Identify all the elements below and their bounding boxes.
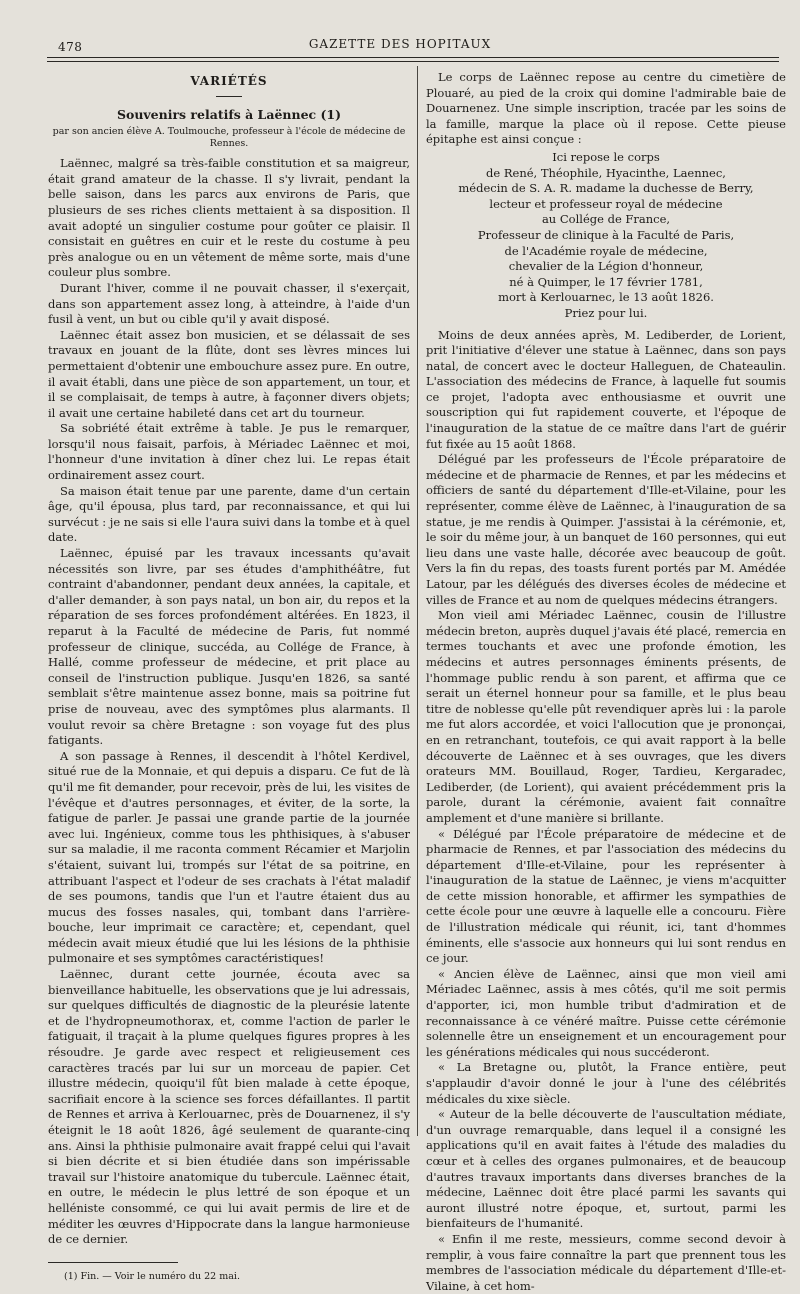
paragraph: « Ancien élève de Laënnec, ainsi que mon vieil ami Mériadec Laënnec, assis à mes côtés, qu'il me soit permis d'apporter, ici, mon humble tribut d'admiration et de reconnaissance à ce vénéré maître. Puisse cette cérémonie solennelle être un enseignement et un encouragement pour les générations médicales qui nous succéderont. xyxy=(426,966,786,1059)
footnote-rule xyxy=(48,1262,178,1263)
paragraph: « Délégué par l'École préparatoire de médecine et de pharmacie de Rennes, et par l'association des médecins du département d'Ille-et-Vilaine, pour les représenter à l'inauguration de la statue de Laënnec, je viens m'acquitter de cette mission honorable, et affirmer les sympathies de cette école pour une œuvre à laquelle elle a concouru. Fière de l'illustration médicale qui réunit, ici, tant d'hommes éminents, elle s'associe aux honneurs qui lui sont rendus en ce jour. xyxy=(426,826,786,966)
paragraph: Sa sobriété était extrême à table. Je pus le remarquer, lorsqu'il nous faisait, parfois, à Mériadec Laënnec et moi, l'honneur d'une invitation à dîner chez lui. Le repas était ordinairement assez court. xyxy=(48,421,410,483)
paragraph: Sa maison était tenue par une parente, dame d'un certain âge, qu'il épousa, plus tard, par reconnaissance, et qui lui survécut : je ne sais si elle l'aura suivi dans la tombe et à quel date. xyxy=(48,483,410,545)
paragraph: « Enfin il me reste, messieurs, comme second devoir à remplir, à vous faire connaître la part que prennent tous les membres de l'association médicale du département d'Ille-et-Vilaine, à cet hom- xyxy=(426,1231,786,1293)
paragraph: « Auteur de la belle découverte de l'auscultation médiate, d'un ouvrage remarquable, dans lequel il a consigné les applications qu'il en avait faites à l'étude des maladies du cœur et à celles des organes pulmonaires, et de beaucoup d'autres travaux importants dans diverses branches de la médecine, Laënnec doit être placé parmi les savants qui auront illustré notre époque, et, surtout, parmi les bienfaiteurs de l'humanité. xyxy=(426,1107,786,1231)
paragraph: Moins de deux années après, M. Lediberder, de Lorient, prit l'initiative d'élever une statue à Laënnec, dans son pays natal, de concert avec le docteur Halleguen, de Chateaulin. L'association des médecins de France, à laquelle fut soumis ce projet, l'adopta avec enthousiasme et ouvrit une souscription qui fut rapidement couverte, et l'époque de l'inauguration de la statue de ce maître dans l'art de guérir fut fixée au 15 août 1868. xyxy=(426,327,786,451)
paragraph: Mon vieil ami Mériadec Laënnec, cousin de l'illustre médecin breton, auprès duquel j'avais été placé, remercia en termes touchants et avec une profonde émotion, les médecins et autres personnages éminents présents, de l'hommage public rendu à son parent, et affirma que ce serait un éternel honneur pour sa famille, et le plus beau titre de noblesse qu'elle pût revendiquer après lui : la parole me fut alors accordée, et voici l'allocution que je prononçai, en en retranchant, toutefois, ce qui avait rapport à la belle découverte de Laënnec et à ses ouvrages, que les divers orateurs MM. Bouillaud, Roger, Tardieu, Kergaradec, Lediberder, (de Lorient), qui avaient précédemment pris la parole, durant la cérémonie, avaient fait connaître amplement et d'une manière si brillante. xyxy=(426,608,786,825)
left-column xyxy=(48,70,410,1284)
running-title: GAZETTE DES HOPITAUX xyxy=(308,37,492,51)
paragraph: Délégué par les professeurs de l'École préparatoire de médecine et de pharmacie de Rennes, et par les médecins et officiers de santé du département d'Ille-et-Vilaine, pour les représenter, comme élève de Laënnec, à l'inauguration de sa statue, je me rendis à Quimper. J'assistai à la cérémonie, et, le soir du même jour, à un banquet de 160 personnes, qui eut lieu dans une vaste halle, décorée avec beaucoup de goût. Vers la fin du repas, des toasts furent portés par M. Amédée Latour, par les délégués des diverses écoles de médecine et villes de France et au nom de quelques médecins étrangers. xyxy=(426,452,786,607)
paragraph: « La Bretagne ou, plutôt, la France entière, peut s'applaudir d'avoir donné le jour à l'une des célébrités médicales du xixe siècle. xyxy=(426,1060,786,1106)
section-rule xyxy=(216,96,242,97)
byline: par son ancien élève A. Toulmouche, professeur à l'école de médecine de Rennes. xyxy=(52,126,406,150)
paragraph: Durant l'hiver, comme il ne pouvait chasser, il s'exerçait, dans son appartement assez long, à atteindre, à l'aide d'un fusil à vent, un but ou cible qu'il y avait disposé. xyxy=(48,280,410,327)
epitaph-line: Priez pour lui. xyxy=(564,305,648,320)
epitaph-line: au Collége de France, xyxy=(541,212,671,227)
paragraph: Le corps de Laënnec repose au centre du cimetière de Plouaré, au pied de la croix qui domine l'admirable baie de Douarnenez. Une simple inscription, tracée par les soins de la famille, marque la place où il repose. Cette pieuse épitaphe est ainsi conçue : xyxy=(426,70,786,147)
epitaph-line: Professeur de clinique à la Faculté de Paris, xyxy=(477,227,735,242)
paragraph: Laënnec était assez bon musicien, et se délassait de ses travaux en jouant de la flûte, dont ses lèvres minces lui permettaient d'obtenir une embouchure assez pure. En outre, il avait établi, dans une pièce de son appartement, un tour, et il se complaisait, de temps à autre, à façonner divers objets; il avait une certaine habileté dans cet art du tourneur. xyxy=(48,327,410,420)
paragraph: Laënnec, durant cette journée, écouta avec sa bienveillance habituelle, les observations que je lui adressais, sur quelques difficultés de diagnostic de la pleurésie latente et de l'hydropneumothorax, et, comme l'action de parler le fatiguait, il traçait à la plume quelques figures propres à les résoudre. Je garde avec respect et religieusement ces caractères tracés par lui sur un morceau de papier. Cet illustre médecin, quoiqu'il fût bien malade à cette époque, sacrifiait encore à la science ses forces défaillantes. Il partit de Rennes et arriva à Kerlouarnec, près de Douarnenez, il s'y éteignit le 18 août 1826, âgé seulement de quarante-cinq ans. Ainsi la phthisie pulmonaire avait frappé celui qui l'avait si bien décrite et si bien étudiée dans son impérissable travail sur l'histoire anatomique du tubercule. Laënnec était, en outre, le médecin le plus lettré de son époque et un helléniste consommé, ce qui lui avait permis de lire et de méditer les œuvres d'Hippocrate dans la langue harmonieuse de ce dernier. xyxy=(48,967,410,1247)
epitaph-line: mort à Kerlouarnec, le 13 août 1826. xyxy=(498,290,714,305)
article-title: Souvenirs relatifs à Laënnec (1) xyxy=(116,106,342,122)
paragraph: Laënnec, épuisé par les travaux incessants qu'avait nécessités son livre, par ses études d'amphithéâtre, fut contraint d'abandonner, pendant deux années, la capitale, et d'aller demander, à son pays natal, un bon air, du repos et la réparation de ses forces profondément altérées. En 1823, il reparut à la Faculté de médecine de Paris, fut nommé professeur de clinique, succéda, au Collége de France, à Hallé, comme professeur de médecine, et prit place au conseil de l'instruction publique. Jusqu'en 1826, sa santé semblait s'être maintenue assez bonne, mais sa poitrine fut prise de nouveau, avec des symptômes plus alarmants. Il voulut revoir sa chère Bretagne : son voyage fut des plus fatigants. xyxy=(48,546,410,748)
paragraph: Laënnec, malgré sa très-faible constitution et sa maigreur, était grand amateur de la chasse. Il s'y livrait, pendant la belle saison, dans les parcs aux environs de Paris, que plusieurs de ses riches clients mettaient à sa disposition. Il avait adopté un singulier costume pour goûter ce plaisir. Il consistait en guêtres en cuir et le reste du costume à peu près analogue ou en un vêtement de même sorte, mais d'une couleur plus sombre. xyxy=(48,156,410,280)
paragraph: A son passage à Rennes, il descendit à l'hôtel Kerdivel, situé rue de la Monnaie, et qui depuis a disparu. Ce fut de là qu'il me fit demander, pour recevoir, près de lui, les visites de l'évêque et d'autres personnages, et éviter, de la sorte, la fatigue de parler. Je passai une grande partie de la journée avec lui. Ingénieux, comme tous les phthisiques, à s'abuser sur sa maladie, il me raconta comment Récamier et Marjolin s'étaient, suivant lui, trompés sur l'état de sa poitrine, en attribuant l'aspect et l'odeur de ses crachats à l'état maladif de ses poumons, tandis que l'un et l'autre étaient dus au mucus des fosses nasales, qui, tombant dans l'arrière-bouche, leur imprimait ce caractère; et, cependant, quel médecin avait mieux étudié que lui les lésions de la phthisie pulmonaire et ses symptômes caractéristiques! xyxy=(48,748,410,966)
epitaph-line: lecteur et professeur royal de médecine xyxy=(489,196,723,211)
right-column xyxy=(426,70,786,1294)
header-rule-bottom xyxy=(47,61,779,62)
footnote: (1) Fin. — Voir le numéro du 22 mai. xyxy=(64,1270,240,1282)
section-title: VARIÉTÉS xyxy=(190,74,268,88)
column-divider xyxy=(417,66,418,1136)
epitaph-line: né à Quimper, le 17 février 1781, xyxy=(509,274,703,289)
epitaph-line: chevalier de la Légion d'honneur, xyxy=(508,259,704,274)
epitaph-line: de René, Théophile, Hyacinthe, Laennec, xyxy=(486,165,726,180)
epitaph-line: médecin de S. A. R. madame la duchesse de Berry, xyxy=(458,181,754,196)
epitaph-line: de l'Académie royale de médecine, xyxy=(504,243,708,258)
epitaph-line: Ici repose le corps xyxy=(552,149,660,164)
page-number: 478 xyxy=(58,40,83,54)
epitaph xyxy=(426,150,786,322)
header-rule-top xyxy=(47,57,779,58)
